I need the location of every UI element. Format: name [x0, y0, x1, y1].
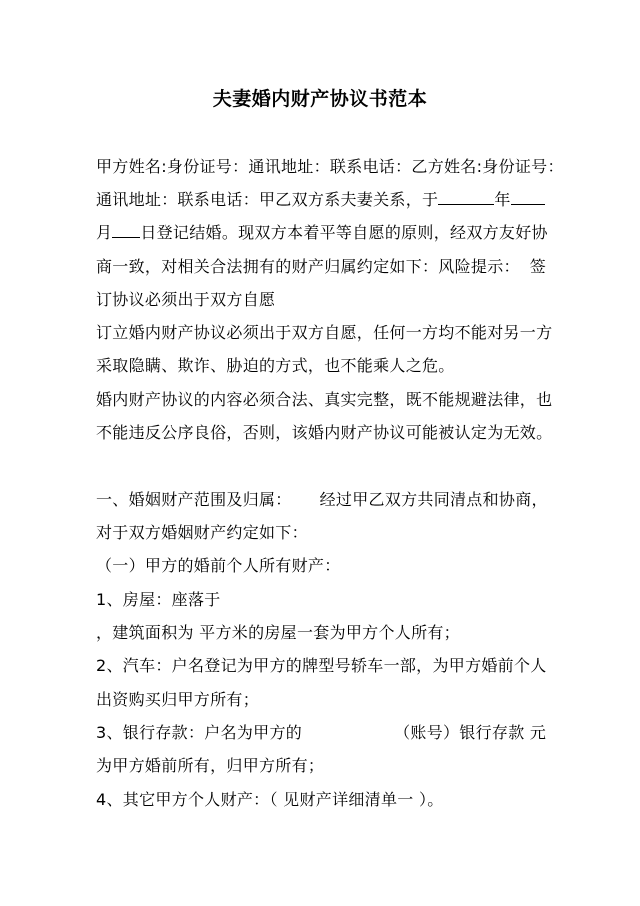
intro-line-4-text: 商一致，对相关合法拥有的财产归属约定如下：风险提示： — [96, 257, 520, 276]
section1-heading-title: 一、婚姻财产范围及归属： — [96, 490, 292, 509]
intro-line-9: 不能违反公序良俗，否则，该婚内财产协议可能被认定为无效。 — [96, 423, 553, 442]
blank-year — [438, 190, 494, 205]
intro-line-2-text: 通讯地址：联系电话：甲乙双方系夫妻关系，于 — [96, 190, 439, 209]
item-3-bank — [96, 720, 546, 743]
intro-line-3-text: 日登记结婚。现双方本着平等自愿的原则，经双方友好协 — [140, 223, 548, 242]
intro-line-8: 婚内财产协议的内容必须合法、真实完整，既不能规避法律，也 — [96, 390, 553, 409]
item-2-car: 2、汽车：户名登记为甲方的牌型号轿车一部，为甲方婚前个人 — [96, 656, 547, 675]
section1-heading — [96, 487, 548, 510]
year-label: 年 — [494, 190, 511, 209]
blank-month — [112, 223, 140, 238]
intro-line-1: 甲方姓名:身份证号：通讯地址：联系电话：乙方姓名:身份证号： — [96, 157, 564, 176]
month-label: 月 — [96, 223, 113, 242]
item-1-house: 1、房屋：座落于 — [96, 590, 221, 609]
blank-after-year — [511, 190, 545, 205]
section1-heading-line-2: 对于双方婚姻财产约定如下： — [96, 523, 308, 542]
subsection-1-heading: （一）甲方的婚前个人所有财产： — [96, 556, 341, 575]
intro-line-3 — [96, 220, 548, 243]
document-title: 夫妻婚内财产协议书范本 — [212, 88, 428, 110]
section1-heading-text: 经过甲乙双方共同清点和协商， — [319, 490, 548, 509]
intro-line-4 — [96, 254, 546, 277]
item-3-bank-text: 3、银行存款：户名为甲方的 — [96, 723, 303, 742]
item-3-bank-detail: 为甲方婚前所有，归甲方所有； — [96, 756, 325, 775]
intro-line-7: 采取隐瞒、欺诈、胁迫的方式，也不能乘人之危。 — [96, 356, 455, 375]
intro-line-2 — [96, 187, 545, 210]
item-4-other: 4、其它甲方个人财产：（ 见财产详细清单一 ）。 — [96, 790, 444, 809]
item-1-house-detail: ，建筑面积为 平方米的房屋一套为甲方个人所有； — [96, 623, 460, 642]
intro-line-5: 订协议必须出于双方自愿 — [96, 290, 276, 309]
intro-line-4-end: 签 — [529, 257, 546, 276]
item-2-car-detail: 出资购买归甲方所有； — [96, 690, 260, 709]
intro-line-6: 订立婚内财产协议必须出于双方自愿，任何一方均不能对另一方 — [96, 323, 553, 342]
item-3-bank-account: （账号）银行存款 元 — [394, 723, 547, 742]
